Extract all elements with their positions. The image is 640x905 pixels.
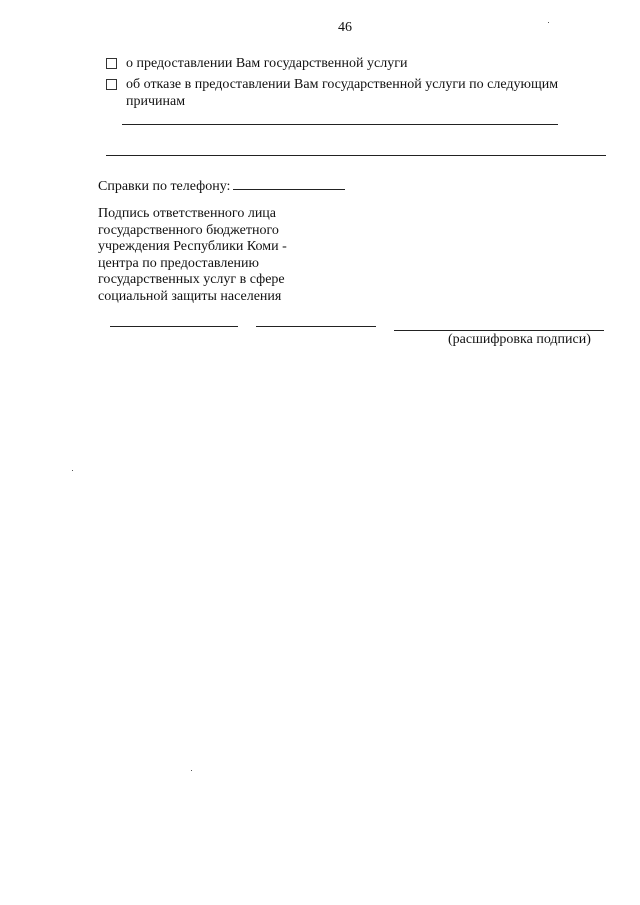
name-decoding-line[interactable]	[394, 330, 604, 331]
phone-blank[interactable]	[233, 175, 345, 190]
page-number: 46	[338, 20, 352, 35]
checkbox-refusal[interactable]	[106, 79, 117, 90]
signatory-line: учреждения Республики Коми -	[98, 239, 287, 255]
phone-label: Справки по телефону:	[98, 179, 231, 194]
option-grant-text: о предоставлении Вам государственной услуги	[126, 56, 408, 71]
option-grant	[106, 55, 407, 72]
signatory-line: центра по предоставлению	[98, 255, 259, 271]
signatory-block	[98, 206, 328, 306]
signature-line[interactable]	[256, 326, 376, 327]
scan-speck	[548, 22, 549, 23]
signatory-line: государственного бюджетного	[98, 222, 279, 238]
option-refusal	[106, 76, 606, 110]
scan-speck	[191, 770, 192, 771]
reason-line-1[interactable]	[122, 124, 558, 125]
signatory-line: социальной защиты населения	[98, 288, 282, 304]
signature-caption: (расшифровка подписи)	[448, 332, 591, 347]
signatory-line: государственных услуг в сфере	[98, 272, 285, 288]
phone-inquiry	[98, 175, 345, 195]
position-line[interactable]	[110, 326, 238, 327]
scan-speck	[72, 470, 73, 471]
option-refusal-text: об отказе в предоставлении Вам государственной услуги по следующим причинам	[126, 77, 559, 109]
signatory-line: Подпись ответственного лица	[98, 206, 277, 221]
reason-line-2[interactable]	[106, 155, 606, 156]
checkbox-grant[interactable]	[106, 58, 117, 69]
